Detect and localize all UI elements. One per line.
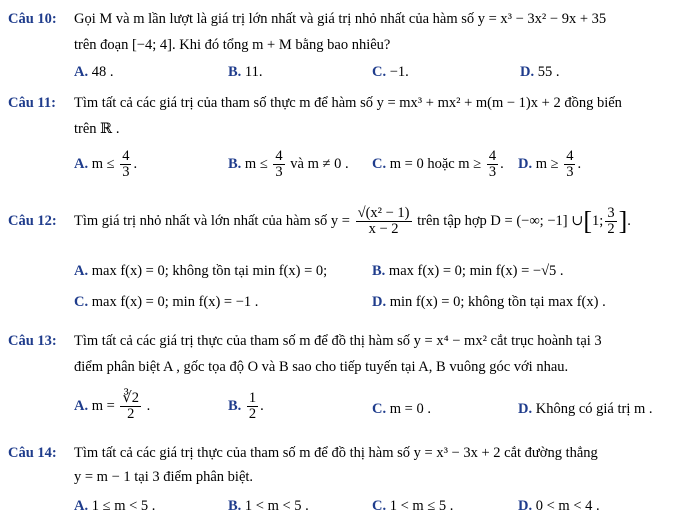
option-a[interactable]: A. 1 ≤ m < 5 . [74, 498, 156, 514]
option-c[interactable]: C. −1. [372, 64, 409, 80]
option-c[interactable]: C. m = 0 . [372, 401, 431, 417]
option-d[interactable]: D. m ≥ $\frac{4}{3}$ . [518, 148, 582, 181]
question-text: trên đoạn [−4; 4]. Khi đó tổng m + M bằng bao nhiêu? [74, 37, 391, 53]
option-b[interactable]: B. max f(x) = 0; min f(x) = −√5 . [372, 263, 564, 279]
option-a[interactable]: A. m ≤ $\frac{4}{3}$ . [74, 148, 138, 181]
question-text: Tìm tất cả các giá trị thực của tham số m để đồ thị hàm số y = x⁴ − mx² cắt trục hoành tại 3 [74, 333, 602, 349]
option-d[interactable]: D. min f(x) = 0; không tồn tại max f(x) . [372, 294, 606, 310]
question-text: Tìm tất cả các giá trị của tham số thực m để hàm số y = mx³ + mx² + m(m − 1)x + 2 đồng biến [74, 95, 622, 111]
question-label: Câu 12: [8, 213, 57, 229]
fraction: $\frac{4}{3}$ [275, 148, 283, 181]
fraction: $\frac{3}{2}$ [607, 205, 615, 238]
option-d[interactable]: D. 55 . [520, 64, 560, 80]
option-b[interactable]: B. 11. [228, 64, 263, 80]
question-label: Câu 11: [8, 95, 56, 111]
option-b[interactable]: B. 1 < m < 5 . [228, 498, 309, 514]
option-d[interactable]: D. Không có giá trị m . [518, 401, 653, 417]
fraction: $\frac{1}{2}$ [248, 390, 257, 423]
fraction: $\frac{4}{3}$ [122, 148, 130, 181]
question-label: Câu 13: [8, 333, 57, 349]
option-b[interactable]: B. $\frac{1}{2}$ . [228, 390, 264, 423]
option-b[interactable]: B. m ≤ $\frac{4}{3}$ và m ≠ 0 . [228, 148, 349, 181]
question-text: điểm phân biệt A , gốc tọa độ O và B sao cho tiếp tuyến tại A, B vuông góc với nhau. [74, 359, 569, 375]
option-c[interactable]: C. 1 < m ≤ 5 . [372, 498, 454, 514]
question-text: Tìm giá trị nhỏ nhất và lớn nhất của hàm số y = $\frac{\text{√(x² − 1)}}{x - 2}$ trên tập hợp D = (−∞; −1] ∪[1; $\frac{3}{2}$ ]. [74, 205, 631, 238]
fraction: $\frac{4}{3}$ [566, 148, 574, 181]
fraction: $\frac{∛2}{2}$ [122, 390, 139, 423]
option-c[interactable]: C. m = 0 hoặc m ≥ $\frac{4}{3}$ . [372, 148, 504, 181]
option-d[interactable]: D. 0 < m < 4 . [518, 498, 600, 514]
question-label: Câu 10: [8, 11, 57, 27]
option-a[interactable]: A. max f(x) = 0; không tồn tại min f(x) = 0; [74, 263, 328, 279]
question-text: Tìm tất cả các giá trị thực của tham số m để đồ thị hàm số y = x³ − 3x + 2 cắt đường thẳng [74, 445, 598, 461]
fraction: $\frac{4}{3}$ [488, 148, 497, 181]
question-text: y = m − 1 tại 3 điểm phân biệt. [74, 469, 254, 485]
fraction: $\frac{\text{√(x² − 1)}}{x - 2}$ [357, 205, 410, 238]
option-c[interactable]: C. max f(x) = 0; min f(x) = −1 . [74, 294, 259, 310]
option-a[interactable]: A. m = $\frac{∛2}{2}$ . [74, 390, 151, 423]
question-text: Gọi M và m lần lượt là giá trị lớn nhất và giá trị nhỏ nhất của hàm số y = x³ − 3x² − 9x + 35 [74, 11, 607, 27]
question-text: trên ℝ . [74, 121, 120, 137]
question-label: Câu 14: [8, 445, 57, 461]
option-a[interactable]: A. 48 . [74, 64, 114, 80]
